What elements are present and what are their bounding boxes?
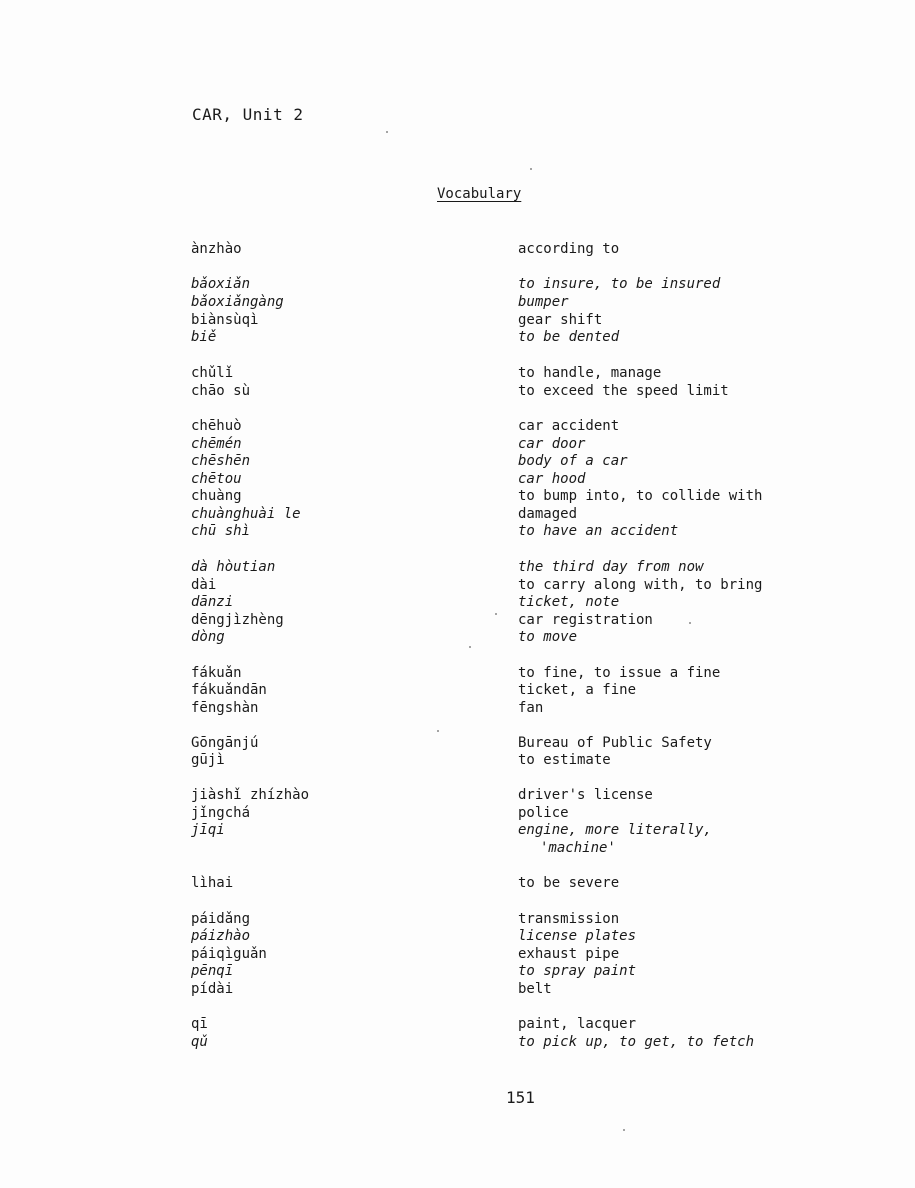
vocab-term: chēshēn bbox=[191, 453, 251, 469]
vocab-definition: body of a car bbox=[518, 453, 628, 469]
vocab-definition: to carry along with, to bring bbox=[518, 577, 763, 593]
vocab-term: jiàshǐ zhízhào bbox=[191, 787, 310, 803]
vocab-definition: to handle, manage bbox=[518, 365, 662, 381]
scan-speck bbox=[689, 622, 691, 624]
vocab-term: páidǎng bbox=[191, 911, 251, 927]
vocabulary-heading: Vocabulary bbox=[437, 186, 522, 202]
scan-speck bbox=[495, 613, 497, 615]
vocab-definition: to be dented bbox=[518, 329, 620, 345]
unit-header: CAR, Unit 2 bbox=[192, 105, 304, 124]
vocab-definition: to spray paint bbox=[518, 963, 637, 979]
scan-speck bbox=[530, 168, 532, 170]
vocab-term: dānzi bbox=[191, 594, 234, 610]
vocab-term: chētou bbox=[191, 471, 242, 487]
vocab-term: biě bbox=[191, 329, 217, 345]
vocab-term: chēmén bbox=[191, 436, 242, 452]
vocab-term: fákuǎn bbox=[191, 665, 242, 681]
vocab-definition: car registration bbox=[518, 612, 653, 628]
vocab-term: pēnqī bbox=[191, 963, 234, 979]
vocab-term: chēhuò bbox=[191, 418, 242, 434]
vocab-definition: license plates bbox=[518, 928, 637, 944]
scan-speck bbox=[469, 646, 471, 648]
vocab-definition: the third day from now bbox=[518, 559, 704, 575]
vocab-term: chū shì bbox=[191, 523, 251, 539]
vocab-term: chāo sù bbox=[191, 383, 251, 399]
vocab-definition: to have an accident bbox=[518, 523, 679, 539]
vocab-definition: ticket, a fine bbox=[518, 682, 637, 698]
vocab-definition: to insure, to be insured bbox=[518, 276, 721, 292]
vocab-term: fákuǎndān bbox=[191, 682, 267, 698]
vocab-definition: 'machine' bbox=[540, 840, 616, 856]
vocab-definition: bumper bbox=[518, 294, 569, 310]
vocab-term: Gōngānjú bbox=[191, 735, 259, 751]
vocab-definition: to bump into, to collide with bbox=[518, 488, 763, 504]
vocab-definition: damaged bbox=[518, 506, 578, 522]
vocab-term: qī bbox=[191, 1016, 208, 1032]
vocab-definition: to be severe bbox=[518, 875, 620, 891]
vocab-term: chuànghuài le bbox=[191, 506, 301, 522]
vocab-term: dēngjìzhèng bbox=[191, 612, 284, 628]
vocab-definition: fan bbox=[518, 700, 544, 716]
vocab-definition: exhaust pipe bbox=[518, 946, 620, 962]
vocab-definition: car door bbox=[518, 436, 586, 452]
vocab-term: pídài bbox=[191, 981, 234, 997]
vocab-definition: ticket, note bbox=[518, 594, 620, 610]
vocab-definition: according to bbox=[518, 241, 620, 257]
vocab-definition: to estimate bbox=[518, 752, 611, 768]
vocab-definition: to fine, to issue a fine bbox=[518, 665, 721, 681]
vocab-definition: car hood bbox=[518, 471, 586, 487]
vocab-term: bǎoxiǎn bbox=[191, 276, 251, 292]
vocab-term: dà hòutian bbox=[191, 559, 276, 575]
vocab-definition: transmission bbox=[518, 911, 620, 927]
vocab-term: ànzhào bbox=[191, 241, 242, 257]
vocab-term: páiqìguǎn bbox=[191, 946, 267, 962]
vocab-term: dòng bbox=[191, 629, 225, 645]
vocab-definition: Bureau of Public Safety bbox=[518, 735, 712, 751]
vocab-term: bǎoxiǎngàng bbox=[191, 294, 284, 310]
vocab-term: lìhai bbox=[191, 875, 234, 891]
vocab-term: jǐngchá bbox=[191, 805, 251, 821]
scan-speck bbox=[386, 131, 388, 133]
vocab-term: chǔlǐ bbox=[191, 365, 234, 381]
vocab-definition: driver's license bbox=[518, 787, 653, 803]
vocab-definition: police bbox=[518, 805, 569, 821]
vocab-term: biànsùqì bbox=[191, 312, 259, 328]
vocab-term: gūjì bbox=[191, 752, 225, 768]
scan-speck bbox=[623, 1129, 625, 1131]
scan-speck bbox=[437, 730, 439, 732]
vocab-definition: belt bbox=[518, 981, 552, 997]
vocab-term: jīqi bbox=[191, 822, 225, 838]
vocab-definition: paint, lacquer bbox=[518, 1016, 637, 1032]
vocab-definition: to exceed the speed limit bbox=[518, 383, 729, 399]
page-number: 151 bbox=[506, 1088, 535, 1107]
vocab-definition: engine, more literally, bbox=[518, 822, 712, 838]
vocab-term: dài bbox=[191, 577, 217, 593]
vocab-term: páizhào bbox=[191, 928, 251, 944]
vocab-term: chuàng bbox=[191, 488, 242, 504]
vocab-definition: car accident bbox=[518, 418, 620, 434]
vocab-term: qǔ bbox=[191, 1034, 208, 1050]
vocab-definition: gear shift bbox=[518, 312, 603, 328]
vocab-term: fēngshàn bbox=[191, 700, 259, 716]
vocab-definition: to move bbox=[518, 629, 578, 645]
vocab-definition: to pick up, to get, to fetch bbox=[518, 1034, 755, 1050]
